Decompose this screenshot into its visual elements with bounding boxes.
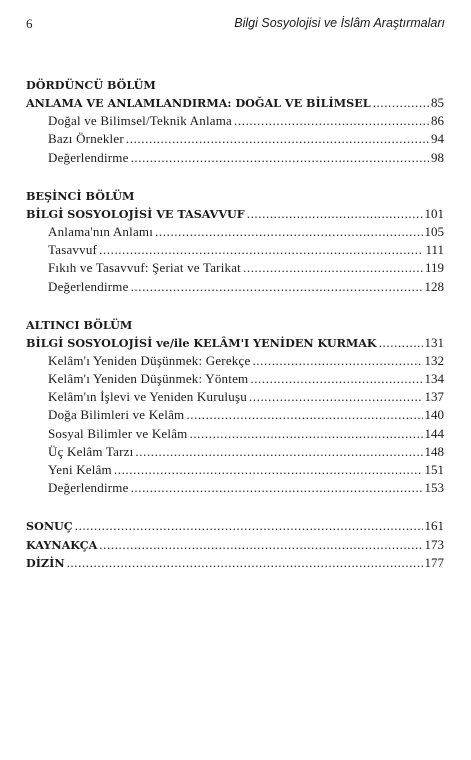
dot-leader [250, 370, 422, 388]
running-title: Bilgi Sosyolojisi ve İslâm Araştırmaları [234, 16, 445, 30]
end-matter-entry [26, 517, 444, 535]
dot-leader [243, 259, 423, 277]
dot-leader [114, 461, 423, 479]
toc-entry [26, 370, 444, 388]
toc-entry [26, 278, 444, 296]
toc-entry-page: 128 [424, 278, 444, 294]
dot-leader [189, 425, 422, 443]
toc-entry-text: Fıkıh ve Tasavvuf: Şeriat ve Tarikat [48, 260, 241, 276]
toc-entry-text: Sosyal Bilimler ve Kelâm [48, 425, 188, 441]
end-matter-entry-text: SONUÇ [26, 519, 73, 534]
toc-entry-text: Bazı Örnekler [48, 131, 124, 147]
dot-leader [155, 223, 422, 241]
toc-entry [26, 149, 444, 167]
toc-entry [26, 461, 444, 479]
page-number: 6 [26, 16, 33, 31]
end-matter-entry-page: 161 [424, 518, 444, 534]
toc-entry-page: 134 [424, 371, 444, 387]
toc-entry [26, 479, 444, 497]
toc-entry [26, 112, 444, 130]
toc-entry-page: 119 [424, 260, 444, 276]
dot-leader [373, 94, 429, 112]
end-matter-entry-text: DİZİN [26, 555, 65, 570]
chapter-title-page: 101 [424, 205, 444, 221]
dot-leader [186, 406, 422, 424]
toc-entry-page: 86 [431, 113, 444, 129]
dot-leader [75, 517, 423, 535]
toc-entry-text: Değerlendirme [48, 149, 129, 165]
toc-entry-text: Kelâm'ı Yeniden Düşünmek: Yöntem [48, 371, 249, 387]
toc-entry [26, 443, 444, 461]
toc-entry-page: 153 [424, 480, 444, 496]
dot-leader [99, 536, 422, 554]
dot-leader [379, 334, 423, 352]
dot-leader [247, 205, 423, 223]
toc-entry-page: 144 [424, 425, 444, 441]
toc-entry-text: Kelâm'ı Yeniden Düşünmek: Gerekçe [48, 352, 251, 368]
toc-entry [26, 259, 444, 277]
dot-leader [252, 352, 422, 370]
chapter-title [26, 205, 444, 223]
chapter-title-text: BİLGİ SOSYOLOJİSİ VE TASAVVUF [26, 206, 245, 221]
toc-entry-text: Tasavvuf [48, 242, 98, 258]
dot-leader [131, 278, 423, 296]
toc-entry-page: 151 [424, 462, 444, 477]
toc-entry [26, 425, 444, 443]
toc-entry-page: 111 [425, 242, 444, 258]
toc-entry-page: 105 [424, 223, 444, 239]
part-label: DÖRDÜNCÜ BÖLÜM [26, 78, 156, 92]
toc-entry [26, 352, 444, 370]
toc-part [26, 76, 444, 167]
part-label: BEŞİNCİ BÖLÜM [26, 188, 135, 203]
chapter-title-page: 131 [424, 334, 444, 350]
end-matter [26, 517, 444, 572]
dot-leader [99, 241, 423, 259]
chapter-title [26, 94, 444, 112]
chapter-title-page: 85 [431, 95, 444, 110]
toc-entry-page: 94 [431, 131, 444, 147]
dot-leader [135, 443, 422, 461]
toc-part [26, 187, 444, 296]
toc-entry-page: 148 [424, 443, 444, 459]
toc-part [26, 316, 444, 498]
toc-entry-page: 137 [424, 389, 444, 405]
toc-entry-text: Anlama'nın Anlamı [48, 223, 154, 239]
dot-leader [126, 130, 429, 148]
toc-entry-text: Kelâm'ın İşlevi ve Yeniden Kuruluşu [48, 389, 247, 405]
chapter-title-text: BİLGİ SOSYOLOJİSİ ve/ile KELÂM'I YENİDEN KURMAK [26, 335, 377, 350]
toc-entry-text: Değerlendirme [48, 278, 129, 294]
toc-entry [26, 223, 444, 241]
page-header [26, 16, 445, 34]
chapter-title-text: ANLAMA VE ANLAMLANDIRMA: DOĞAL VE BİLİMSEL [26, 96, 371, 110]
dot-leader [131, 149, 429, 167]
toc-entry [26, 130, 444, 148]
end-matter-entry [26, 554, 444, 572]
toc-entry-page: 98 [431, 149, 444, 165]
dot-leader [234, 112, 429, 130]
end-matter-entry [26, 536, 444, 554]
part-label: ALTINCI BÖLÜM [26, 317, 133, 332]
toc-entry-text: Doğal ve Bilimsel/Teknik Anlama [48, 113, 233, 129]
toc-entry-text: Doğa Bilimleri ve Kelâm [48, 407, 185, 423]
chapter-title [26, 334, 444, 352]
toc-entry [26, 406, 444, 424]
end-matter-entry-page: 173 [424, 536, 444, 552]
end-matter-entry-text: KAYNAKÇA [26, 537, 98, 552]
toc-entry-text: Değerlendirme [48, 480, 129, 496]
toc-entry [26, 388, 444, 406]
table-of-contents [26, 76, 444, 572]
toc-entry-page: 132 [424, 352, 444, 368]
toc-entry [26, 241, 444, 259]
dot-leader [67, 554, 423, 572]
toc-entry-text: Yeni Kelâm [48, 462, 112, 477]
dot-leader [131, 479, 423, 497]
end-matter-entry-page: 177 [424, 554, 444, 570]
toc-entry-page: 140 [424, 407, 444, 423]
dot-leader [249, 388, 423, 406]
toc-entry-text: Üç Kelâm Tarzı [48, 443, 134, 459]
